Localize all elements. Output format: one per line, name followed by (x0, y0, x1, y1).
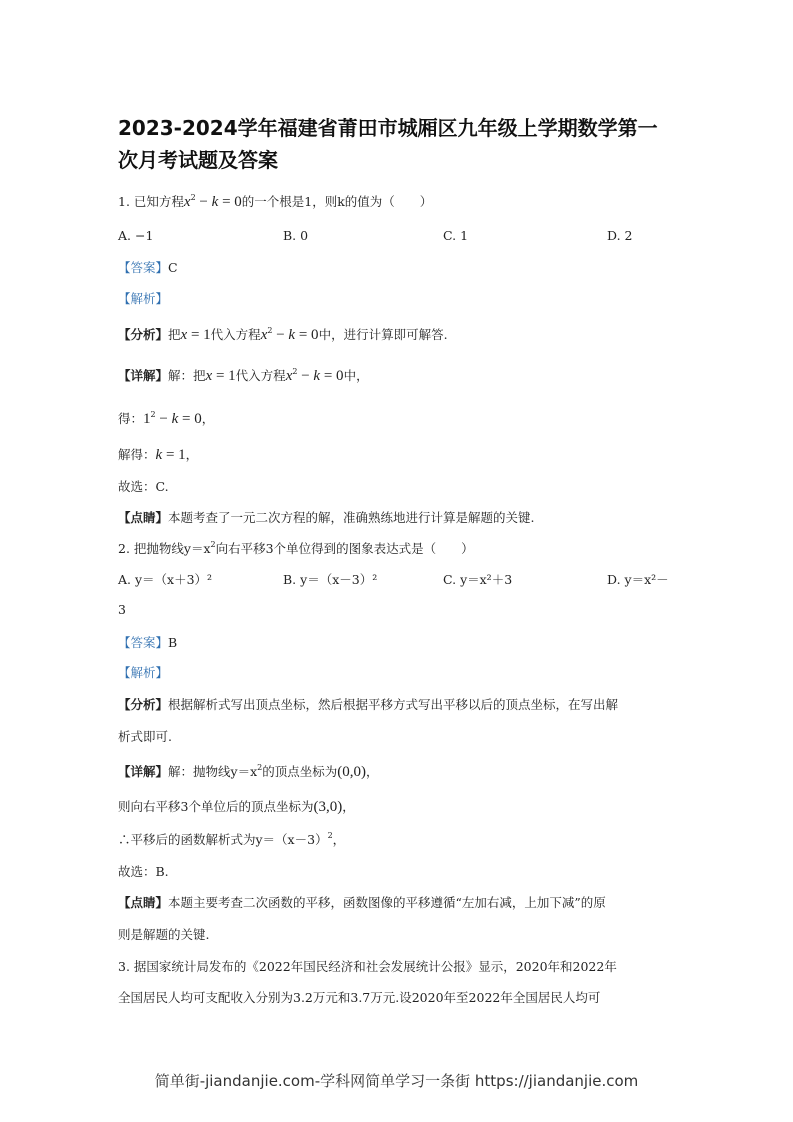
section-label: 【解析】 (118, 665, 169, 680)
math-text: 2 (257, 763, 263, 772)
math-text: = 0 (218, 194, 242, 210)
text: 故选：B. (118, 864, 169, 879)
text: 则是解题的关键. (118, 927, 210, 942)
text: 【点睛】 (118, 510, 169, 525)
math-text: = 0 (320, 368, 344, 384)
option-d: D. y＝x²－ (607, 572, 669, 587)
math-text: 2 (267, 326, 273, 335)
text-line (118, 601, 126, 619)
text: 【详解】 (118, 764, 169, 779)
text: 【分析】 (118, 327, 169, 342)
math-text: (3,0) (313, 799, 343, 815)
text-line (118, 478, 169, 496)
text-line (118, 763, 379, 781)
text-line (118, 958, 617, 976)
option-a: A. −1 (118, 228, 154, 243)
text-line (118, 664, 168, 682)
text: 根据解析式写出顶点坐标，然后根据平移方式写出平移以后的顶点坐标，在写出解 (168, 697, 619, 712)
math-text: − (272, 327, 289, 343)
text: 2023-2024学年福建省莆田市城厢区九年级上学期数学第一 (118, 116, 658, 140)
text: ， (366, 764, 379, 779)
section-label: 【答案】 (118, 635, 169, 650)
text-line (118, 894, 606, 912)
text-line (118, 410, 214, 428)
math-text: k (171, 411, 179, 427)
option-d: D. 2 (607, 228, 633, 243)
text: ， (185, 447, 199, 462)
text: 3. 据国家统计局发布的《2022年国民经济和社会发展统计公报》显示，2020年和2022年 (118, 959, 617, 974)
text-line (118, 863, 169, 881)
text-line (118, 634, 177, 652)
text: ， (201, 411, 215, 426)
text: 解：抛物线y＝x (168, 764, 258, 779)
text: 本题考查了一元二次方程的解，准确熟练地进行计算是解题的关键. (168, 510, 535, 525)
text: 【详解】 (118, 368, 169, 383)
text: 1. 已知方程 (118, 194, 184, 209)
math-text: = 1 (212, 368, 236, 384)
math-text: k (313, 368, 321, 384)
footer-watermark: 简单街-jiandanjie.com-学科网简单学习一条街 https://jiandanjie.com (154, 1072, 639, 1090)
text: 次月考试题及答案 (118, 148, 278, 172)
math-text: x (180, 327, 188, 343)
page-title (118, 115, 658, 141)
text: 解得： (118, 447, 156, 462)
text: ， (342, 799, 355, 814)
text-line (118, 509, 535, 527)
math-text: x (260, 327, 268, 343)
math-text: 2 (190, 193, 196, 202)
text: 全国居民人均可支配收入分别为3.2万元和3.7万元.设2020年至2022年全国居民人均可 (118, 990, 601, 1005)
text: 中， (343, 368, 369, 383)
math-text: = 1 (187, 327, 211, 343)
page-title (118, 147, 278, 173)
option-c: C. y＝x²＋3 (443, 572, 513, 587)
text: 故选：C. (118, 479, 169, 494)
text: 中，进行计算即可解答. (318, 327, 448, 342)
math-text: − (155, 411, 172, 427)
text-line (118, 290, 168, 308)
math-text: x (183, 194, 191, 210)
text-line (118, 446, 198, 464)
text: 代入方程 (210, 327, 261, 342)
math-text: − (297, 368, 314, 384)
text-line (118, 989, 600, 1007)
math-text: − (195, 194, 212, 210)
text: 的顶点坐标为 (262, 764, 338, 779)
math-text: k (211, 194, 219, 210)
text: 【分析】 (118, 697, 169, 712)
text: 代入方程 (235, 368, 286, 383)
option-c: C. 1 (443, 228, 469, 243)
math-text: x (285, 368, 293, 384)
text-line (118, 798, 355, 816)
text-line (118, 259, 178, 277)
text: ， (332, 832, 346, 847)
text: 向右平移3个单位得到的图象表达式是（ ） (215, 541, 474, 556)
text: 2. 把抛物线y＝x (118, 541, 211, 556)
option-b: B. 0 (283, 228, 309, 243)
math-text: x (205, 368, 213, 384)
text-line (118, 696, 618, 714)
text: C (168, 260, 178, 275)
text-line (118, 926, 209, 944)
math-text: 2 (327, 831, 333, 840)
text: 得： (118, 411, 144, 426)
text: 【点睛】 (118, 895, 169, 910)
text-line (118, 831, 345, 849)
math-text: 2 (210, 540, 216, 549)
text-line (118, 728, 172, 746)
math-text: = 1 (162, 447, 186, 463)
text: B (168, 635, 178, 650)
text-line (118, 540, 474, 558)
math-text: 2 (150, 410, 156, 419)
text-line (118, 367, 369, 385)
text-line (118, 326, 448, 344)
text: 本题主要考查二次函数的平移，函数图像的平移遵循“左加右减，上加下减”的原 (168, 895, 606, 910)
text: 的一个根是1，则k的值为（ ） (241, 194, 433, 209)
text: 解：把 (168, 368, 206, 383)
text: 则向右平移3个单位后的顶点坐标为 (118, 799, 314, 814)
section-label: 【解析】 (118, 291, 169, 306)
text: ∴平移后的函数解析式为y＝（x－3） (118, 832, 328, 847)
math-text: 1 (143, 411, 151, 427)
text: 3 (118, 602, 126, 617)
option-b: B. y＝（x－3）² (283, 572, 378, 587)
math-text: k (155, 447, 163, 463)
math-text: 2 (292, 367, 298, 376)
text: 析式即可. (118, 729, 172, 744)
text: 把 (168, 327, 181, 342)
math-text: (0,0) (337, 764, 366, 780)
text-line (118, 193, 432, 211)
math-text: = 0 (295, 327, 319, 343)
math-text: = 0 (178, 411, 202, 427)
option-a: A. y＝（x＋3）² (118, 572, 213, 587)
math-text: k (288, 327, 296, 343)
section-label: 【答案】 (118, 260, 169, 275)
